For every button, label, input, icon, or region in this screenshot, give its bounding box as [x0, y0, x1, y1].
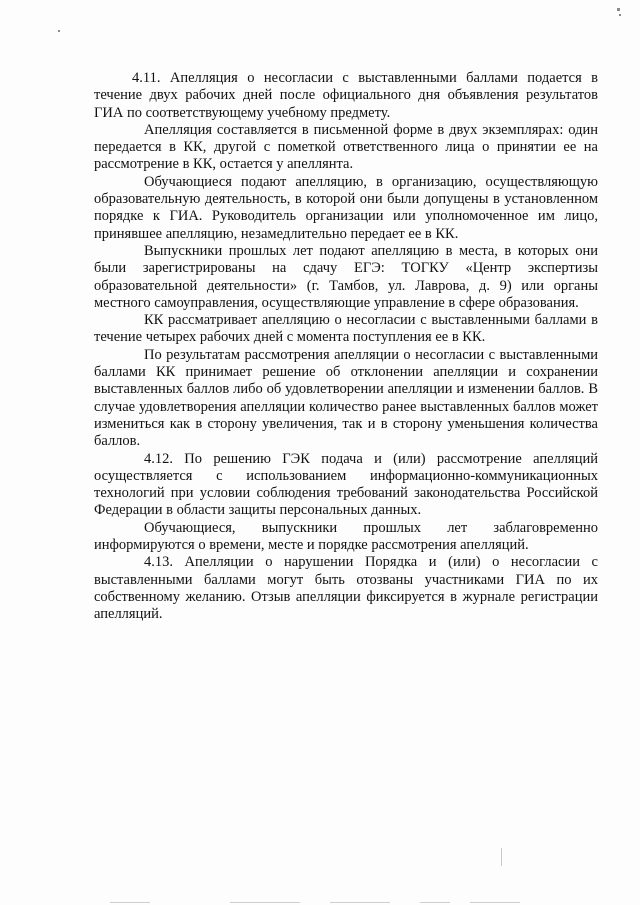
scan-bottom-edge [0, 895, 640, 905]
paragraph-kk-review: КК рассматривает апелляцию о несогласии с выставленными баллами в течение четырех рабочих дней с момента поступления ее в КК. [94, 312, 598, 346]
paragraph-appeal-form: Апелляция составляется в письменной форме в двух экземплярах: один передается в КК, другой с пометкой ответственного лица о принятии ее на рассмотрение в КК, остается у апеллянта. [94, 121, 598, 173]
paragraph-graduates-submit: Выпускники прошлых лет подают апелляцию в места, в которых они были зарегистрированы на сдачу ЕГЭ: ТОГКУ «Центр экспертизы образовательной деятельности» (г. Тамбов, ул. Лаврова, д. 9) или органы местного самоуправления, осуществляющие управление в сфере образования. [94, 242, 598, 311]
paragraph-informing: Обучающиеся, выпускники прошлых лет заблаговременно информируются о времени, месте и порядке рассмотрения апелляций. [94, 519, 598, 554]
paragraph-4-12: 4.12. По решению ГЭК подача и (или) рассмотрение апелляций осуществляется с использованием информационно-коммуникационных технологий при условии соблюдения требований законодательства Российской Федерации в области защиты персональных данных. [94, 450, 598, 519]
paragraph-review-results: По результатам рассмотрения апелляции о несогласии с выставленными баллами КК принимает решение об отклонении апелляции и сохранении выставленных баллов либо об удовлетворении апелляции и изменении баллов. В случае удовлетворения апелляции количество ранее выставленных баллов может измениться как в сторону увеличения, так и в сторону уменьшения количества баллов. [94, 346, 598, 450]
paragraph-4-13: 4.13. Апелляции о нарушении Порядка и (или) о несогласии с выставленными баллами могут быть отозваны участниками ГИА по их собственному желанию. Отзыв апелляции фиксируется в журнале регистрации апелляций. [94, 554, 598, 623]
paragraph-students-submit: Обучающиеся подают апелляцию, в организацию, осуществляющую образовательную деятельность, в которой они были допущены в установленном порядке к ГИА. Руководитель организации или уполномоченное им лицо, принявшее апелляцию, незамедлительно передает ее в КК. [94, 173, 598, 242]
document-body [94, 70, 598, 624]
paragraph-4-11: 4.11. Апелляция о несогласии с выставленными баллами подается в течение двух рабочих дней после официального дня объявления результатов ГИА по соответствующему учебному предмету. [94, 70, 598, 121]
